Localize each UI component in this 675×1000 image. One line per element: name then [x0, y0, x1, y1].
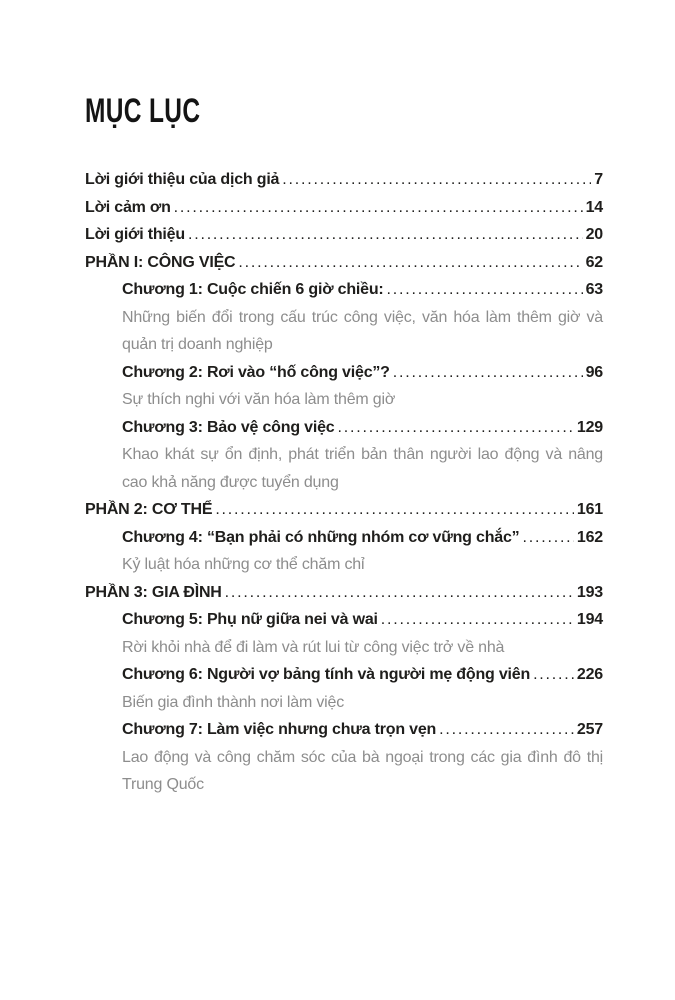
toc-subtitle: Biến gia đình thành nơi làm việc	[122, 693, 345, 711]
toc-entry-page-number: 162	[576, 528, 603, 546]
dot-leader	[336, 414, 573, 442]
toc-entry-label: Chương 2: Rơi vào “hố công việc”?	[122, 363, 390, 381]
toc-entry-page-number: 257	[576, 721, 603, 738]
toc-entry	[85, 249, 603, 277]
toc-entry-label: Chương 4: “Bạn phải có những nhóm cơ vững chắc”	[122, 528, 520, 546]
toc-entry	[85, 606, 603, 634]
dot-leader	[380, 606, 574, 634]
toc-entry-label: PHẦN I: CÔNG VIỆC	[85, 253, 236, 271]
toc-entry-page-number: 226	[576, 666, 603, 683]
toc-entry	[85, 579, 603, 607]
dot-leader	[173, 194, 583, 222]
toc-subtitle: Sự thích nghi với văn hóa làm thêm giờ	[122, 391, 396, 408]
toc-entry-label: Chương 7: Làm việc nhưng chưa trọn vẹn	[122, 721, 437, 738]
toc-subtitle: Kỷ luật hóa những cơ thể chăm chỉ	[122, 556, 365, 573]
toc-entry-label: Lời cảm ơn	[85, 198, 171, 216]
toc-entry	[85, 414, 603, 442]
dot-leader	[386, 276, 583, 304]
dot-leader	[438, 716, 574, 744]
dot-leader	[521, 524, 573, 552]
dot-leader	[237, 249, 582, 277]
toc-entry-label: Lời giới thiệu của dịch giả	[85, 171, 280, 188]
toc-entry	[85, 221, 603, 249]
toc-entry	[85, 194, 603, 222]
toc-entry-page-number: 129	[576, 418, 603, 436]
toc-entry-page-number: 63	[585, 281, 603, 298]
toc-entry	[85, 524, 603, 552]
toc-entry-label: PHẦN 3: GIA ĐÌNH	[85, 583, 222, 601]
dot-leader	[532, 661, 574, 689]
toc-entry-label: Chương 1: Cuộc chiến 6 giờ chiều:	[122, 281, 384, 298]
toc-entry-page-number: 161	[576, 501, 603, 518]
toc-entry-page-number: 194	[576, 611, 603, 628]
toc-entry	[85, 276, 603, 304]
toc-subtitle: Những biến đổi trong cấu trúc công việc, văn hóa làm thêm giờ và quản trị doanh nghiệp	[122, 308, 603, 353]
toc-entry-page-number: 14	[585, 198, 603, 216]
toc-subtitle: Lao động và công chăm sóc của bà ngoại trong các gia đình đô thị Trung Quốc	[122, 748, 603, 793]
toc-entry-page-number: 62	[585, 253, 603, 271]
toc-entry	[85, 716, 603, 744]
toc-entry-page-number: 20	[585, 226, 603, 243]
toc-entry	[85, 359, 603, 387]
toc-entry-label: Lời giới thiệu	[85, 226, 185, 243]
toc-entry-label: Chương 6: Người vợ bảng tính và người mẹ động viên	[122, 666, 531, 683]
toc-subtitle: Rời khỏi nhà để đi làm và rút lui từ công việc trở về nhà	[122, 638, 505, 656]
toc-subtitle: Khao khát sự ổn định, phát triển bản thân người lao động và nâng cao khả năng được tuyển dụng	[122, 446, 603, 491]
dot-leader	[214, 496, 574, 524]
dot-leader	[281, 166, 591, 194]
toc-entry-label: Chương 3: Bảo vệ công việc	[122, 418, 335, 436]
dot-leader	[392, 359, 583, 387]
toc-entry-page-number: 7	[594, 171, 603, 188]
toc-entry-page-number: 193	[576, 583, 603, 601]
toc-entry	[85, 661, 603, 689]
toc-list	[85, 166, 603, 799]
toc-entry-page-number: 96	[585, 363, 603, 381]
dot-leader	[187, 221, 583, 249]
toc-entry	[85, 166, 603, 194]
toc-entry-label: PHẦN 2: CƠ THỂ	[85, 501, 213, 518]
toc-entry-label: Chương 5: Phụ nữ giữa nei và wai	[122, 611, 378, 628]
dot-leader	[224, 579, 574, 607]
toc-entry	[85, 496, 603, 524]
page-title: MỤC LỤC	[85, 92, 201, 130]
